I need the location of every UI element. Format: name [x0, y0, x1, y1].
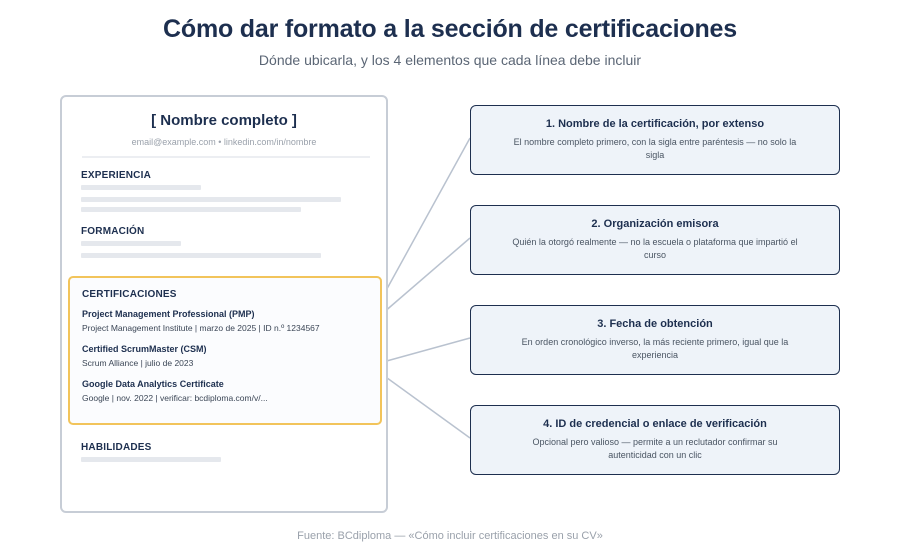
- cert-detail: Project Management Institute | marzo de 2025 | ID n.º 1234567: [82, 323, 320, 333]
- source-note: Fuente: BCdiploma — «Cómo incluir certificaciones en su CV»: [297, 530, 603, 542]
- placeholder-line: [81, 253, 321, 258]
- placeholder-line: [81, 185, 201, 190]
- callout-credential-id: [470, 405, 840, 475]
- cv-section-experience: EXPERIENCIA: [81, 170, 151, 181]
- cv-name: [ Nombre completo ]: [151, 112, 297, 129]
- connector-line-2: [383, 238, 470, 313]
- cv-divider: [82, 156, 370, 158]
- callout-date-obtained: [470, 305, 840, 375]
- cert-detail: Scrum Alliance | julio de 2023: [82, 358, 194, 368]
- certifications-section: [68, 276, 382, 425]
- cert-name: Certified ScrumMaster (CSM): [82, 344, 207, 354]
- cv-section-skills: HABILIDADES: [81, 442, 152, 453]
- callout-description: Quién la otorgó realmente — no la escuela o plataforma que impartió el curso: [512, 237, 798, 260]
- callout-title: 3. Fecha de obtención: [597, 318, 713, 330]
- placeholder-line: [81, 241, 181, 246]
- cert-detail: Google | nov. 2022 | verificar: bcdiploma.com/v/...: [82, 393, 268, 403]
- placeholder-line: [81, 197, 341, 202]
- callout-description: El nombre completo primero, con la sigla entre paréntesis — no solo la sigla: [513, 137, 797, 160]
- placeholder-line: [81, 207, 301, 212]
- cert-name: Google Data Analytics Certificate: [82, 379, 224, 389]
- callout-issuing-organization: [470, 205, 840, 275]
- cv-section-education: FORMACIÓN: [81, 226, 145, 237]
- page-subtitle: Dónde ubicarla, y los 4 elementos que cada línea debe incluir: [258, 52, 642, 68]
- connector-line-4: [383, 375, 470, 438]
- connector-line-1: [383, 138, 470, 296]
- certifications-heading: CERTIFICACIONES: [82, 289, 177, 300]
- callout-description: Opcional pero valioso — permite a un reclutador confirmar su autenticidad con un clic: [532, 437, 778, 460]
- placeholder-line: [81, 457, 221, 462]
- callout-certification-name: [470, 105, 840, 175]
- callout-title: 2. Organización emisora: [591, 218, 719, 230]
- cv-mockup: [60, 95, 388, 513]
- cert-name: Project Management Professional (PMP): [82, 309, 255, 319]
- connector-line-3: [383, 338, 470, 362]
- callout-title: 1. Nombre de la certificación, por extenso: [545, 118, 765, 130]
- cv-contact: email@example.com • linkedin.com/in/nombre: [131, 137, 317, 147]
- callout-description: En orden cronológico inverso, la más reciente primero, igual que la experiencia: [521, 337, 789, 360]
- page-title: Cómo dar formato a la sección de certificaciones: [163, 15, 737, 43]
- callout-title: 4. ID de credencial o enlace de verificación: [543, 418, 767, 430]
